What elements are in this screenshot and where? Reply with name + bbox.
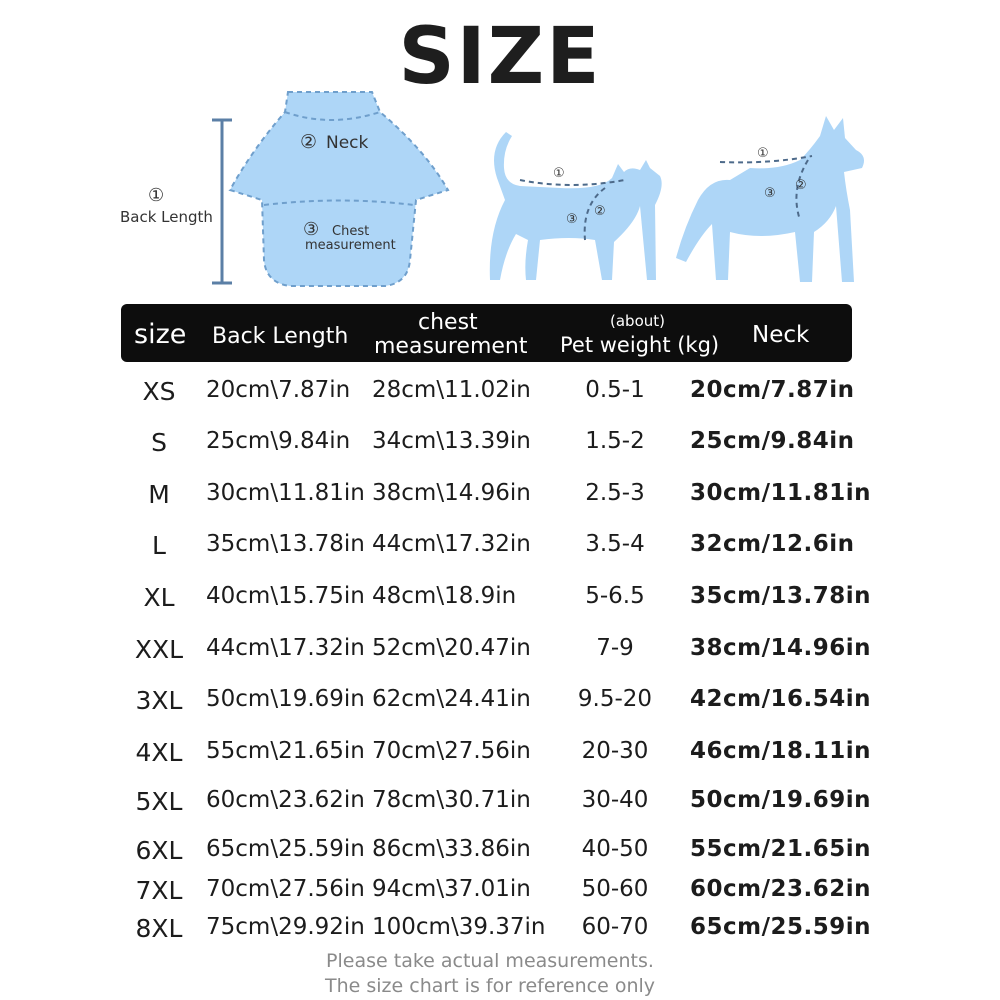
neck-label: Neck [326,133,369,153]
chest-cell: 70cm\27.56in [372,738,531,764]
weight-cell: 40-50 [581,836,649,862]
chest-cell: 78cm\30.71in [372,787,531,813]
weight-cell: 9.5-20 [577,686,653,712]
garment-illustration [230,92,448,286]
weight-cell: 30-40 [581,787,649,813]
back-length-ruler [212,120,232,283]
neck-cell: 65cm/25.59in [690,914,872,940]
back-length-cell: 75cm\29.92in [206,914,365,940]
weight-cell: 2.5-3 [585,480,645,506]
table-row [0,738,1000,778]
size-cell: S [151,428,167,457]
cat-marker-2: ② [594,204,606,219]
size-cell: XL [143,583,175,612]
header-size: size [134,319,187,350]
neck-number: ② [300,131,318,153]
chest-cell: 28cm\11.02in [372,377,531,403]
header-back-length: Back Length [212,324,349,349]
back-length-cell: 25cm\9.84in [206,428,351,454]
neck-cell: 30cm/11.81in [690,480,872,506]
weight-cell: 50-60 [581,876,649,902]
size-cell: XS [142,377,176,406]
weight-cell: 20-30 [581,738,649,764]
weight-cell: 7-9 [596,635,634,661]
back-length-cell: 65cm\25.59in [206,836,365,862]
neck-cell: 46cm/18.11in [690,738,872,764]
cat-marker-1: ① [553,166,565,181]
chest-cell: 38cm\14.96in [372,480,531,506]
back-length-cell: 35cm\13.78in [206,531,365,557]
back-length-cell: 30cm\11.81in [206,480,365,506]
neck-cell: 20cm/7.87in [690,377,855,403]
neck-cell: 42cm/16.54in [690,686,872,712]
chest-cell: 62cm\24.41in [372,686,531,712]
table-row [0,480,1000,520]
chest-cell: 34cm\13.39in [372,428,531,454]
dog-marker-1: ① [757,146,769,161]
header-chest-line1: chest [418,310,478,335]
size-cell: XXL [134,635,184,664]
header-weight-line1: (about) [610,312,665,330]
size-cell: L [152,531,166,560]
note-line-1: Please take actual measurements. [326,950,654,972]
table-row [0,787,1000,827]
neck-cell: 60cm/23.62in [690,876,872,902]
chest-label-line2: measurement [305,238,396,253]
chest-cell: 52cm\20.47in [372,635,531,661]
table-row [0,377,1000,417]
cat-illustration [490,132,662,280]
dog-marker-3: ③ [764,186,776,201]
neck-cell: 25cm/9.84in [690,428,855,454]
size-cell: 5XL [135,787,183,816]
size-cell: M [148,480,170,509]
size-cell: 4XL [135,738,183,767]
table-row [0,914,1000,954]
table-row [0,428,1000,468]
cat-marker-3: ③ [566,212,578,227]
neck-cell: 32cm/12.6in [690,531,855,557]
neck-cell: 50cm/19.69in [690,787,872,813]
chest-cell: 48cm\18.9in [372,583,517,609]
header-chest-line2: measurement [374,334,528,359]
table-row [0,635,1000,675]
weight-cell: 60-70 [581,914,649,940]
weight-cell: 5-6.5 [585,583,645,609]
table-row [0,876,1000,916]
header-neck: Neck [752,322,810,348]
table-row [0,583,1000,623]
size-cell: 3XL [135,686,183,715]
back-length-cell: 44cm\17.32in [206,635,365,661]
chest-cell: 44cm\17.32in [372,531,531,557]
size-cell: 8XL [135,914,183,943]
note-line-2: The size chart is for reference only [324,975,656,997]
weight-cell: 3.5-4 [585,531,645,557]
weight-cell: 1.5-2 [585,428,645,454]
back-length-number: ① [148,185,165,206]
back-length-cell: 40cm\15.75in [206,583,365,609]
header-weight-line2: Pet weight (kg) [560,333,720,357]
back-length-cell: 70cm\27.56in [206,876,365,902]
chest-cell: 100cm\39.37in [372,914,546,940]
chest-cell: 94cm\37.01in [372,876,531,902]
neck-cell: 38cm/14.96in [690,635,872,661]
chest-label-line1: Chest [332,224,370,239]
table-row [0,836,1000,876]
back-length-cell: 50cm\19.69in [206,686,365,712]
chest-number: ③ [303,219,320,240]
back-length-cell: 20cm\7.87in [206,377,351,403]
size-cell: 6XL [135,836,183,865]
neck-cell: 35cm/13.78in [690,583,872,609]
size-cell: 7XL [135,876,183,905]
back-length-label: Back Length [120,208,213,226]
table-row [0,686,1000,726]
back-length-cell: 55cm\21.65in [206,738,365,764]
weight-cell: 0.5-1 [585,377,645,403]
table-row [0,531,1000,571]
chest-cell: 86cm\33.86in [372,836,531,862]
measurement-diagram [0,0,1000,300]
dog-marker-2: ② [795,178,807,193]
neck-cell: 55cm/21.65in [690,836,872,862]
page-title: SIZE [398,12,602,102]
back-length-cell: 60cm\23.62in [206,787,365,813]
